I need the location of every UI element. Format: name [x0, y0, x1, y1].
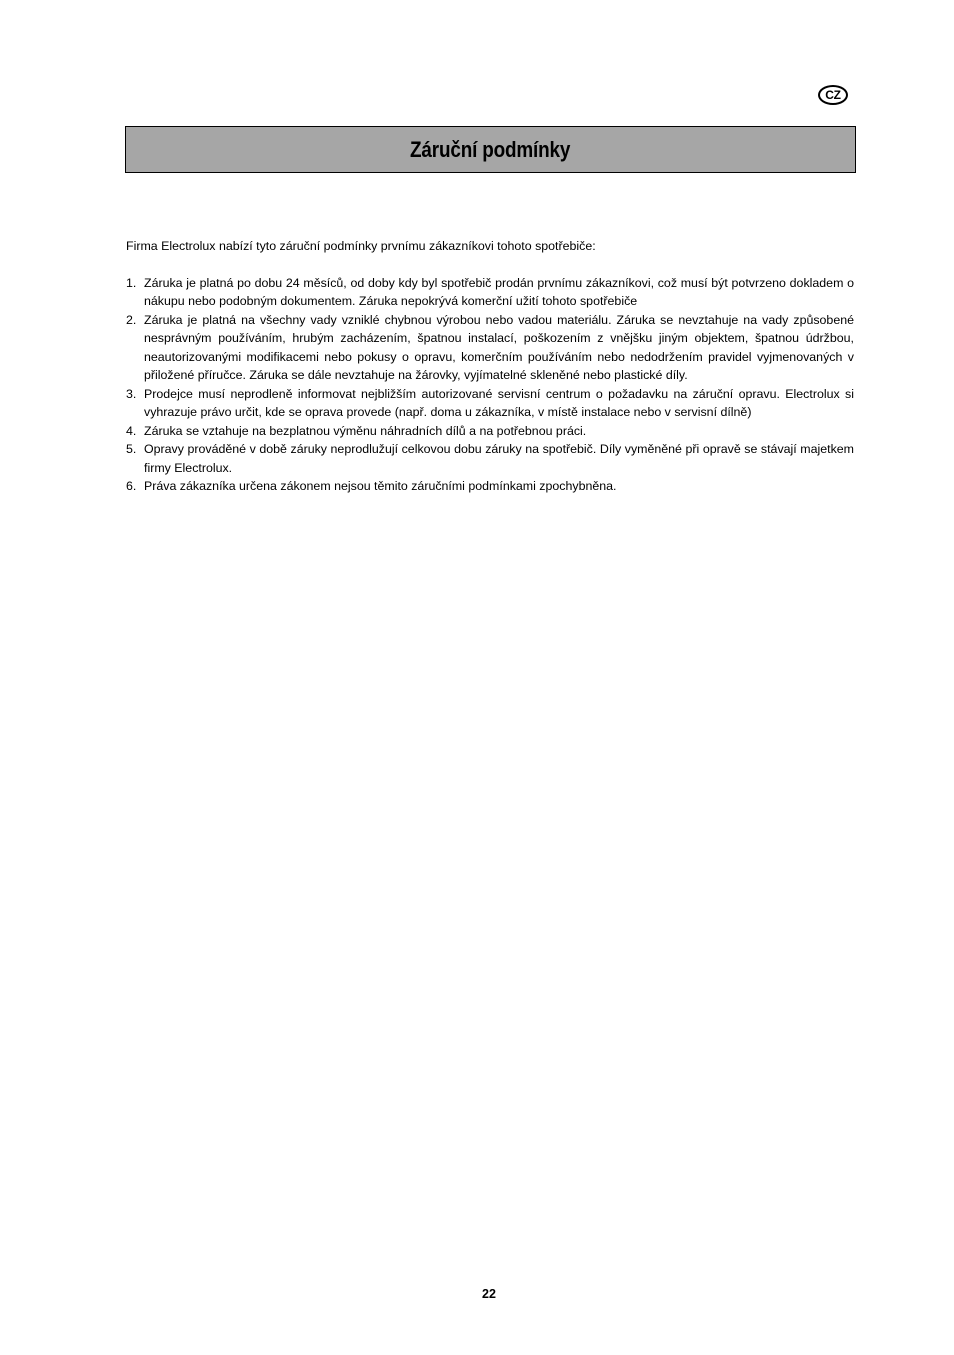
list-item-text: Opravy prováděné v době záruky neprodlužují celkovou dobu záruky na spotřebič. Díly vyměněné při opravě se stávají majetkem firmy Electrolux.: [144, 442, 854, 475]
list-item: [126, 274, 854, 311]
list-item-number: 6.: [126, 479, 137, 493]
list-item-number: 1.: [126, 275, 137, 290]
list-item-text: Záruka je platná na všechny vady vzniklé chybnou výrobou nebo vadou materiálu. Záruka se nevztahuje na vady způsobené nesprávným používáním, hrubým zacházením, špatnou instalací, poškozením z vnějšku jiným objektem, špatnou údržbou, neautorizovanými modifikacemi nebo pokusy o opravu, komerčním používáním nebo nedodržením pravidel vyjmenovaných v přiložené příručce. Záruka se dále nevztahuje na žárovky, vyjímatelné skleněné nebo plastické díly.: [144, 312, 854, 382]
list-item: [126, 311, 854, 385]
title-bar: [125, 126, 856, 173]
list-item-number: 3.: [126, 386, 137, 401]
list-item: [126, 385, 854, 422]
intro-paragraph: Firma Electrolux nabízí tyto záruční podmínky prvnímu zákazníkovi tohoto spotřebiče:: [126, 239, 596, 253]
list-item: [126, 422, 854, 441]
list-item-text: Prodejce musí neprodleně informovat nejbližším autorizované servisní centrum o požadavku na záruční opravu. Electrolux si vyhrazuje právo určit, kde se oprava provede (např. doma u zákazníka, v místě instalace nebo v servisní dílně): [144, 386, 854, 419]
list-item: [126, 477, 854, 496]
list-item-text: Práva zákazníka určena zákonem nejsou těmito záručními podmínkami zpochybněna.: [144, 479, 617, 493]
list-item-number: 2.: [126, 312, 137, 327]
language-badge: CZ: [818, 85, 848, 105]
list-item-text: Záruka je platná po dobu 24 měsíců, od doby kdy byl spotřebič prodán prvnímu zákazníkovi, což musí být potvrzeno dokladem o nákupu nebo podobným dokumentem. Záruka nepokrývá komerční užití tohoto spotřebiče: [144, 275, 854, 308]
page-title: Záruční podmínky: [410, 136, 571, 162]
list-item-number: 5.: [126, 442, 137, 456]
document-body: [126, 237, 854, 496]
page-number: 22: [482, 1287, 496, 1301]
warranty-terms-list: [126, 274, 854, 496]
list-item: [126, 440, 854, 477]
list-item-number: 4.: [126, 423, 137, 438]
list-item-text: Záruka se vztahuje na bezplatnou výměnu náhradních dílů a na potřebnou práci.: [144, 423, 587, 438]
